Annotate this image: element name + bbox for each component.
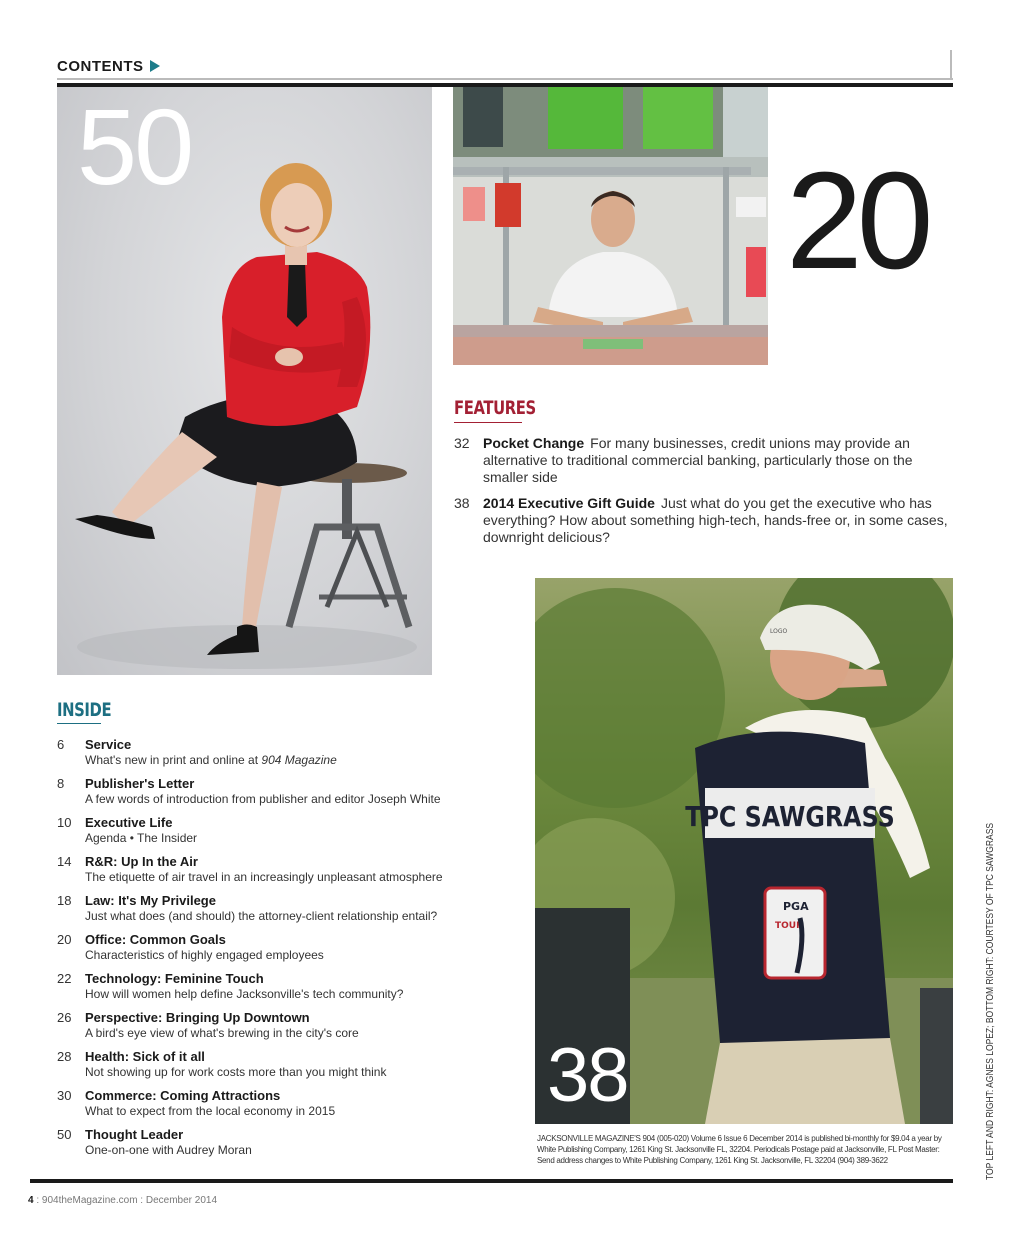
feature-title[interactable]: 2014 Executive Gift Guide (483, 495, 655, 511)
inside-title[interactable]: Office: Common Goals (85, 932, 226, 947)
inside-page-number: 6 (57, 737, 65, 752)
footer-separator: : (33, 1195, 42, 1206)
page-number-20: 20 (786, 144, 928, 298)
contents-label: CONTENTS (57, 58, 144, 75)
inside-list (57, 737, 497, 1166)
inside-title[interactable]: Executive Life (85, 815, 173, 830)
inside-text (85, 854, 497, 885)
features-heading: FEATURES (454, 397, 536, 419)
inside-text (85, 932, 497, 963)
inside-text (85, 737, 497, 768)
inside-page-number: 30 (57, 1088, 72, 1103)
photo-office-man[interactable] (453, 87, 768, 365)
inside-description: How will women help define Jacksonville's tech community? (85, 987, 404, 1001)
inside-item-law[interactable] (57, 893, 497, 924)
inside-title[interactable]: Health: Sick of it all (85, 1049, 205, 1064)
inside-description: What to expect from the local economy in 2015 (85, 1104, 336, 1118)
inside-description: Characteristics of highly engaged employees (85, 948, 324, 962)
inside-item-office[interactable] (57, 932, 497, 963)
inside-item-commerce[interactable] (57, 1088, 497, 1119)
contents-header (57, 58, 160, 75)
inside-item-publishers-letter[interactable] (57, 776, 497, 807)
inside-page-number: 26 (57, 1010, 72, 1025)
feature-page-number: 38 (454, 495, 470, 511)
cap-logo-text: LOGO (770, 628, 788, 635)
photo-audrey-moran[interactable] (57, 87, 432, 675)
inside-text (85, 1010, 497, 1041)
photo-tpc-sawgrass-caddie[interactable] (535, 578, 953, 1124)
features-list (454, 435, 954, 555)
inside-description-text: What's new in print and online at (85, 753, 262, 767)
inside-description: A bird's eye view of what's brewing in the city's core (85, 1026, 359, 1040)
inside-page-number: 14 (57, 854, 72, 869)
photo-credit: TOP LEFT AND RIGHT: AGNES LOPEZ; BOTTOM RIGHT: COURTESY OF TPC SAWGRASS (985, 822, 996, 1180)
inside-page-number: 20 (57, 932, 72, 947)
page-footer (28, 1195, 217, 1206)
inside-text (85, 776, 497, 807)
feature-body (483, 435, 954, 486)
pga-logo-text: PGA (783, 900, 809, 913)
inside-text (85, 815, 497, 846)
inside-page-number: 10 (57, 815, 72, 830)
header-divider-thin (57, 78, 953, 80)
inside-item-executive-life[interactable] (57, 815, 497, 846)
inside-page-number: 28 (57, 1049, 72, 1064)
footer-divider (30, 1179, 953, 1183)
tour-logo-text: TOUR (775, 921, 804, 931)
feature-item[interactable] (454, 435, 954, 486)
inside-text (85, 1088, 497, 1119)
inside-text (85, 1049, 497, 1080)
play-arrow-icon (150, 60, 160, 72)
inside-description: Just what does (and should) the attorney-client relationship entail? (85, 909, 438, 923)
inside-item-health[interactable] (57, 1049, 497, 1080)
inside-title[interactable]: Technology: Feminine Touch (85, 971, 264, 986)
inside-item-rr[interactable] (57, 854, 497, 885)
inside-description: The etiquette of air travel in an increasingly unpleasant atmosphere (85, 870, 443, 884)
inside-item-thought-leader[interactable] (57, 1127, 497, 1158)
footer-date: December 2014 (145, 1195, 218, 1206)
inside-title[interactable]: Publisher's Letter (85, 776, 195, 791)
page-number-50-overlay: 50 (77, 87, 192, 207)
inside-item-perspective[interactable] (57, 1010, 497, 1041)
inside-title[interactable]: R&R: Up In the Air (85, 854, 198, 869)
feature-page-number: 32 (454, 435, 470, 451)
inside-heading: INSIDE (57, 699, 112, 721)
publication-legal-text: JACKSONVILLE MAGAZINE'S 904 (005-020) Volume 6 Issue 6 December 2014 is published bi-monthly for $9.04 a year by White Publishing Company, 1261 King St. Jacksonville FL, 32204. Periodicals Postage paid at Jacksonville, FL Post Master: Send address changes to White Publishing Company, 1261 King St. Jacksonville, FL 32204 (904) 389-3622 (537, 1134, 942, 1165)
inside-underline (57, 723, 101, 724)
feature-title[interactable]: Pocket Change (483, 435, 585, 451)
feature-body (483, 495, 954, 546)
inside-title[interactable]: Commerce: Coming Attractions (85, 1088, 281, 1103)
inside-description: Not showing up for work costs more than you might think (85, 1065, 387, 1079)
inside-page-number: 18 (57, 893, 72, 908)
header-divider-end (950, 50, 952, 80)
footer-separator: : (137, 1195, 146, 1206)
inside-text (85, 1127, 497, 1158)
page-number-38-overlay: 38 (547, 1033, 628, 1118)
feature-description: For many businesses, credit unions may provide an alternative to traditional commercial banking, particularly those on the smaller side (483, 435, 913, 485)
inside-description: One-on-one with Audrey Moran (85, 1143, 252, 1157)
inside-title[interactable]: Service (85, 737, 132, 752)
inside-description: A few words of introduction from publisher and editor Joseph White (85, 792, 441, 806)
vest-text: TPC SAWGRASS (685, 801, 895, 834)
inside-title[interactable]: Thought Leader (85, 1127, 184, 1142)
features-underline (454, 422, 522, 423)
inside-page-number: 50 (57, 1127, 72, 1142)
inside-title[interactable]: Law: It's My Privilege (85, 893, 216, 908)
inside-description (85, 752, 497, 768)
inside-page-number: 22 (57, 971, 72, 986)
inside-item-service[interactable] (57, 737, 497, 768)
inside-page-number: 8 (57, 776, 65, 791)
inside-description: Agenda • The Insider (85, 831, 198, 845)
footer-site[interactable]: 904theMagazine.com (41, 1195, 138, 1206)
inside-title[interactable]: Perspective: Bringing Up Downtown (85, 1010, 310, 1025)
office-illustration (453, 87, 768, 365)
inside-item-technology[interactable] (57, 971, 497, 1002)
feature-item[interactable] (454, 495, 954, 546)
inside-text (85, 893, 497, 924)
inside-text (85, 971, 497, 1002)
magazine-name: 904 Magazine (261, 753, 337, 767)
footer-page-number: 4 (28, 1195, 34, 1206)
feature-description: Just what do you get the executive who has everything? How about something high-tech, hands-free or, in some cases, downright delicious? (483, 495, 948, 545)
